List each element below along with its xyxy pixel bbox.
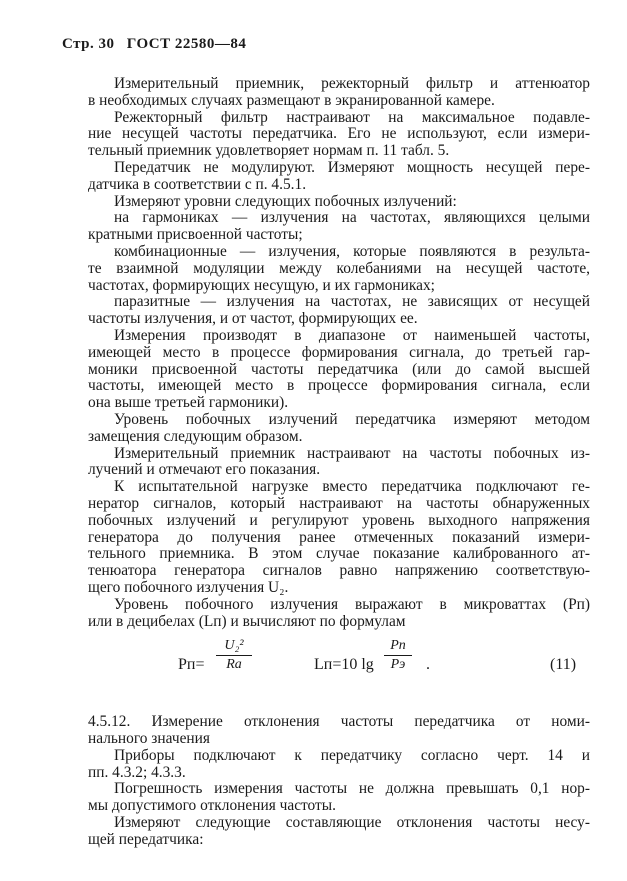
text-line: имеющей место в процессе формирования сигнала, до третьей гар- (88, 343, 590, 361)
text-line: частоты, имеющей место в процессе формирования сигнала, если (88, 377, 590, 395)
text-line: Измеряют следующие составляющие отклонения частоты несу- (114, 814, 590, 832)
text-line: К испытательной нагрузке вместо передатчика подключают ге- (114, 478, 590, 496)
formula-p-numerator: U₂² (224, 638, 244, 654)
formula-l-numerator: Pп (390, 638, 406, 654)
text-line: тенюатора генератора сигналов равно напряжению соответствую- (88, 562, 590, 580)
document-body (88, 76, 590, 849)
section-heading-line: 4.5.12. Измерение отклонения частоты передатчика от номи- (88, 713, 590, 731)
text-line: те взаимной модуляции между колебаниями на несущей частоте, (88, 259, 590, 277)
text-line: пп. 4.3.2; 4.3.3. (88, 763, 186, 781)
fraction-bar (216, 655, 252, 656)
text-line: Измеряют уровни следующих побочных излучений: (114, 192, 457, 210)
text-line: лучений и отмечают его показания. (88, 461, 321, 479)
formula-dot: . (426, 656, 430, 674)
text-line: Измерительный приемник, режекторный фильтр и аттенюатор (114, 75, 590, 92)
text-line: тельного приемника. В этом случае показание калиброванного ат- (88, 545, 590, 563)
text-line: она выше третьей гармоники). (88, 394, 289, 412)
formula-p-lhs: Pп= (178, 656, 205, 674)
text-line: Измерения производят в диапазоне от наименьшей частоты, (114, 326, 590, 344)
text-line: замещения следующим образом. (88, 427, 303, 445)
text-line: моники присвоенной частоты передатчика (или до самой высшей (88, 360, 590, 378)
text-line: частоты излучения, и от частот, формирующих ее. (88, 310, 418, 328)
text-line: Режекторный фильтр настраивают на максимальное подавле- (114, 108, 590, 126)
text-line: щей передатчика: (88, 830, 204, 848)
text-line: мы допустимого отклонения частоты. (88, 797, 336, 815)
text-line: частотах, формирующих несущую, и их гармониках; (88, 276, 435, 294)
text-line: ние несущей частоты передатчика. Его не используют, если измери- (88, 125, 590, 143)
text-line: Уровень побочного излучения выражают в микроваттах (Pп) (114, 595, 590, 613)
text-line: паразитные — излучения на частотах, не зависящих от несущей (114, 293, 590, 311)
formula-p-denominator: Rа (226, 657, 242, 673)
text-line: щего побочного излучения U₂. (88, 578, 289, 596)
formula-number: (11) (550, 656, 577, 674)
formula-p-fraction (216, 638, 252, 673)
formula-l-lhs: Lп=10 lg (314, 656, 374, 674)
text-line: на гармониках — излучения на частотах, являющихся целыми (114, 209, 590, 227)
page-header (62, 36, 254, 53)
text-line: Измерительный приемник настраивают на частоты побочных из- (114, 444, 590, 462)
page-number: Стр. 30 (62, 36, 115, 52)
formula-l-fraction (384, 638, 412, 673)
text-line: Приборы подключают к передатчику согласно черт. 14 и (114, 746, 590, 764)
text-line: тельный приемник удовлетворяет нормам п. 11 табл. 5. (88, 142, 450, 160)
text-line: в необходимых случаях размещают в экранированной камере. (88, 91, 495, 109)
section-heading-line: нального значения (88, 730, 210, 748)
text-line: кратными присвоенной частоты; (88, 226, 303, 244)
text-line: побочных излучений и регулируют уровень выходного напряжения (88, 511, 590, 529)
standard-code: ГОСТ 22580—84 (126, 36, 247, 52)
formula-l-denominator: Pэ (390, 657, 406, 673)
text-line: Уровень побочных излучений передатчика измеряют методом (114, 410, 590, 428)
text-line: генератора до получения ранее отмеченных показаний измери- (88, 528, 590, 546)
text-line: нератор сигналов, который настраивают на частоты обнаруженных (88, 494, 590, 512)
fraction-bar (384, 655, 412, 656)
text-line: Передатчик не модулируют. Измеряют мощность несущей пере- (114, 158, 590, 176)
text-line: комбинационные — излучения, которые появляются в результа- (114, 242, 590, 260)
text-line: Погрешность измерения частоты не должна превышать 0,1 нор- (114, 780, 590, 798)
text-line: или в децибелах (Lп) и вычисляют по формулам (88, 612, 406, 630)
formula-11 (88, 630, 590, 700)
text-line: датчика в соответствии с п. 4.5.1. (88, 175, 307, 193)
